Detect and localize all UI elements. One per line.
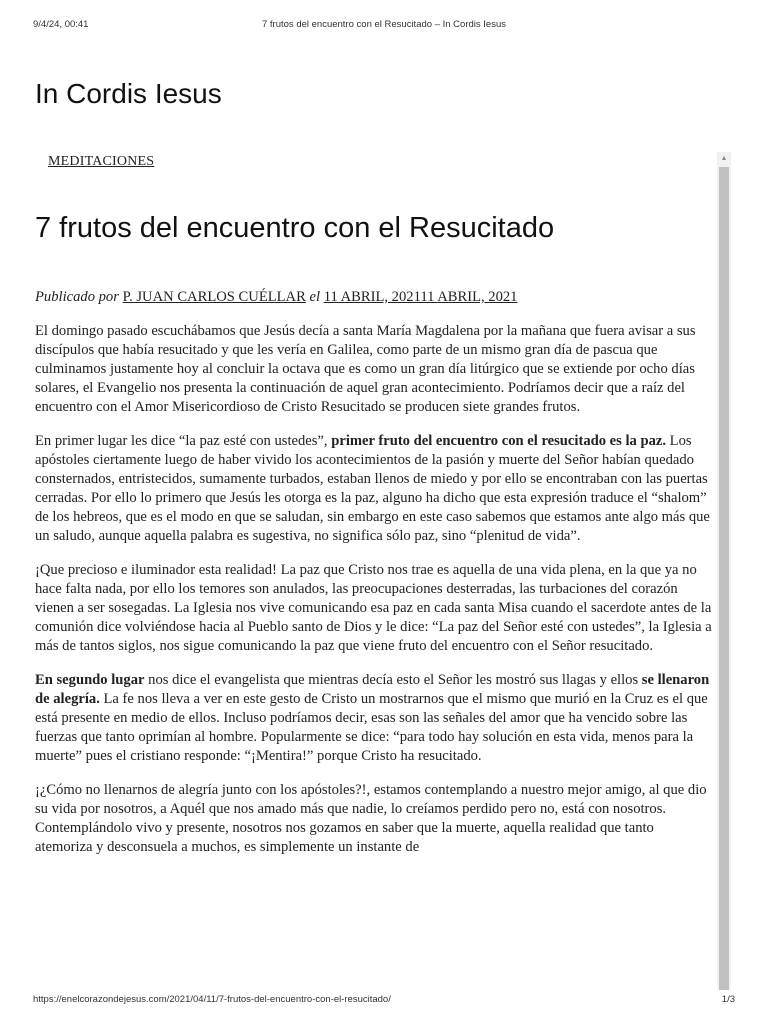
paragraph-bold: primer fruto del encuentro con el resucitado es la paz. bbox=[331, 433, 667, 449]
category-link[interactable]: MEDITACIONES bbox=[48, 154, 155, 169]
paragraph-bold: En segundo lugar bbox=[35, 672, 145, 688]
paragraph-text: nos dice el evangelista que mientras decía esto el Señor les mostró sus llagas y ellos bbox=[144, 672, 642, 688]
site-title[interactable]: In Cordis Iesus bbox=[35, 78, 222, 109]
vertical-scrollbar[interactable] bbox=[717, 152, 731, 990]
paragraph-joy: ¡¿Cómo no llenarnos de alegría junto con los apóstoles?!, estamos contemplando a nuestro mejor amigo, al que dio su vida por nosotros, a Aquél que nos amado más que nadie, lo creíamos perdido pero no, está con nosotros. Contemplándolo vivo y presente, nosotros nos gozamos en saber que la muerte, aquella realidad que tanto atemoriza y desconsuela a muchos, es simplemente un instante de bbox=[35, 782, 707, 855]
paragraph-bold: se llenaron de alegría. bbox=[35, 672, 710, 707]
date-prefix: el bbox=[309, 289, 321, 305]
paragraph-peace: ¡Que precioso e iluminador esta realidad! La paz que Cristo nos trae es aquella de una vida plena, en la que ya no hace falta nada, por ello los temores son anulados, las preocupaciones desterradas, las turbaciones del corazón vienen a ser sosegadas. La Iglesia nos vive comunicando esa paz en cada santa Misa cuando el sacerdote antes de la comunión dice volviéndose hacia al Pueblo santo de Dios y le dice: “La paz del Señor esté con ustedes”, la Iglesia a más de tantos siglos, nos sigue comunicando la paz que viene fruto del encuentro con el Señor resucitado. bbox=[35, 562, 712, 654]
date-link[interactable]: 11 ABRIL, 202111 ABRIL, 2021 bbox=[323, 289, 518, 305]
print-page-number: 1/3 bbox=[721, 994, 735, 1005]
paragraph-second-fruit bbox=[35, 671, 713, 766]
published-by-label: Publicado por bbox=[35, 289, 119, 305]
print-datetime: 9/4/24, 00:41 bbox=[33, 19, 89, 30]
print-url: https://enelcorazondejesus.com/2021/04/11/7-frutos-del-encuentro-con-el-resucitado/ bbox=[33, 994, 391, 1005]
author-link[interactable]: P. JUAN CARLOS CUÉLLAR bbox=[122, 289, 306, 305]
post-content bbox=[35, 288, 713, 948]
post-title: 7 frutos del encuentro con el Resucitado bbox=[35, 212, 555, 244]
print-page-title: 7 frutos del encuentro con el Resucitado – In Cordis Iesus bbox=[262, 19, 506, 30]
paragraph-text: La fe nos lleva a ver en este gesto de Cristo un mostrarnos que el mismo que murió en la Cruz es el que está presente en medio de ellos. Incluso podríamos decir, esas son las señales del amor que ha vencido sobre las fuerzas que tanto oprimían al hombre. Popularmente se dice: “para todo hay solución en esta vida, menos para la muerte” pues el cristiano responde: “¡Mentira!” porque Cristo ha resucitado. bbox=[35, 691, 708, 764]
post-meta bbox=[35, 288, 713, 307]
scrollbar-thumb[interactable] bbox=[719, 167, 729, 990]
paragraph-text: En primer lugar les dice “la paz esté con ustedes”, bbox=[35, 433, 332, 449]
paragraph-text: Los apóstoles ciertamente luego de haber vivido los acontecimientos de la pasión y muerte del Señor habían quedado consternados, entristecidos, sumamente turbados, estaban llenos de miedo y por ello se encontraban con las puertas cerradas. Por ello lo primero que Jesús les otorga es la paz, alguno ha dicho que esta expresión traduce el “shalom” de los hebreos, que es el modo en que se saludan, sin embargo en este caso sabemos que estamos ante algo más que un saludo, aunque aquella palabra es sugestiva, no significa sólo paz, sino “plenitud de vida”. bbox=[35, 433, 710, 544]
paragraph-first-fruit bbox=[35, 432, 713, 546]
paragraph-intro: El domingo pasado escuchábamos que Jesús decía a santa María Magdalena por la mañana que fuera avisar a sus discípulos que había resucitado y que les vería en Galilea, como parte de un mismo gran día de pascua que culminamos justamente hoy al concluir la octava que es como un gran día litúrgico que se extiende por ocho días solares, el Evangelio nos presenta la continuación de aquel gran acontecimiento. Podríamos decir que a raíz del encuentro con el Amor Misericordioso de Cristo Resucitado se producen siete grandes frutos. bbox=[35, 323, 696, 415]
scroll-up-arrow-icon[interactable]: ▲ bbox=[720, 155, 728, 162]
